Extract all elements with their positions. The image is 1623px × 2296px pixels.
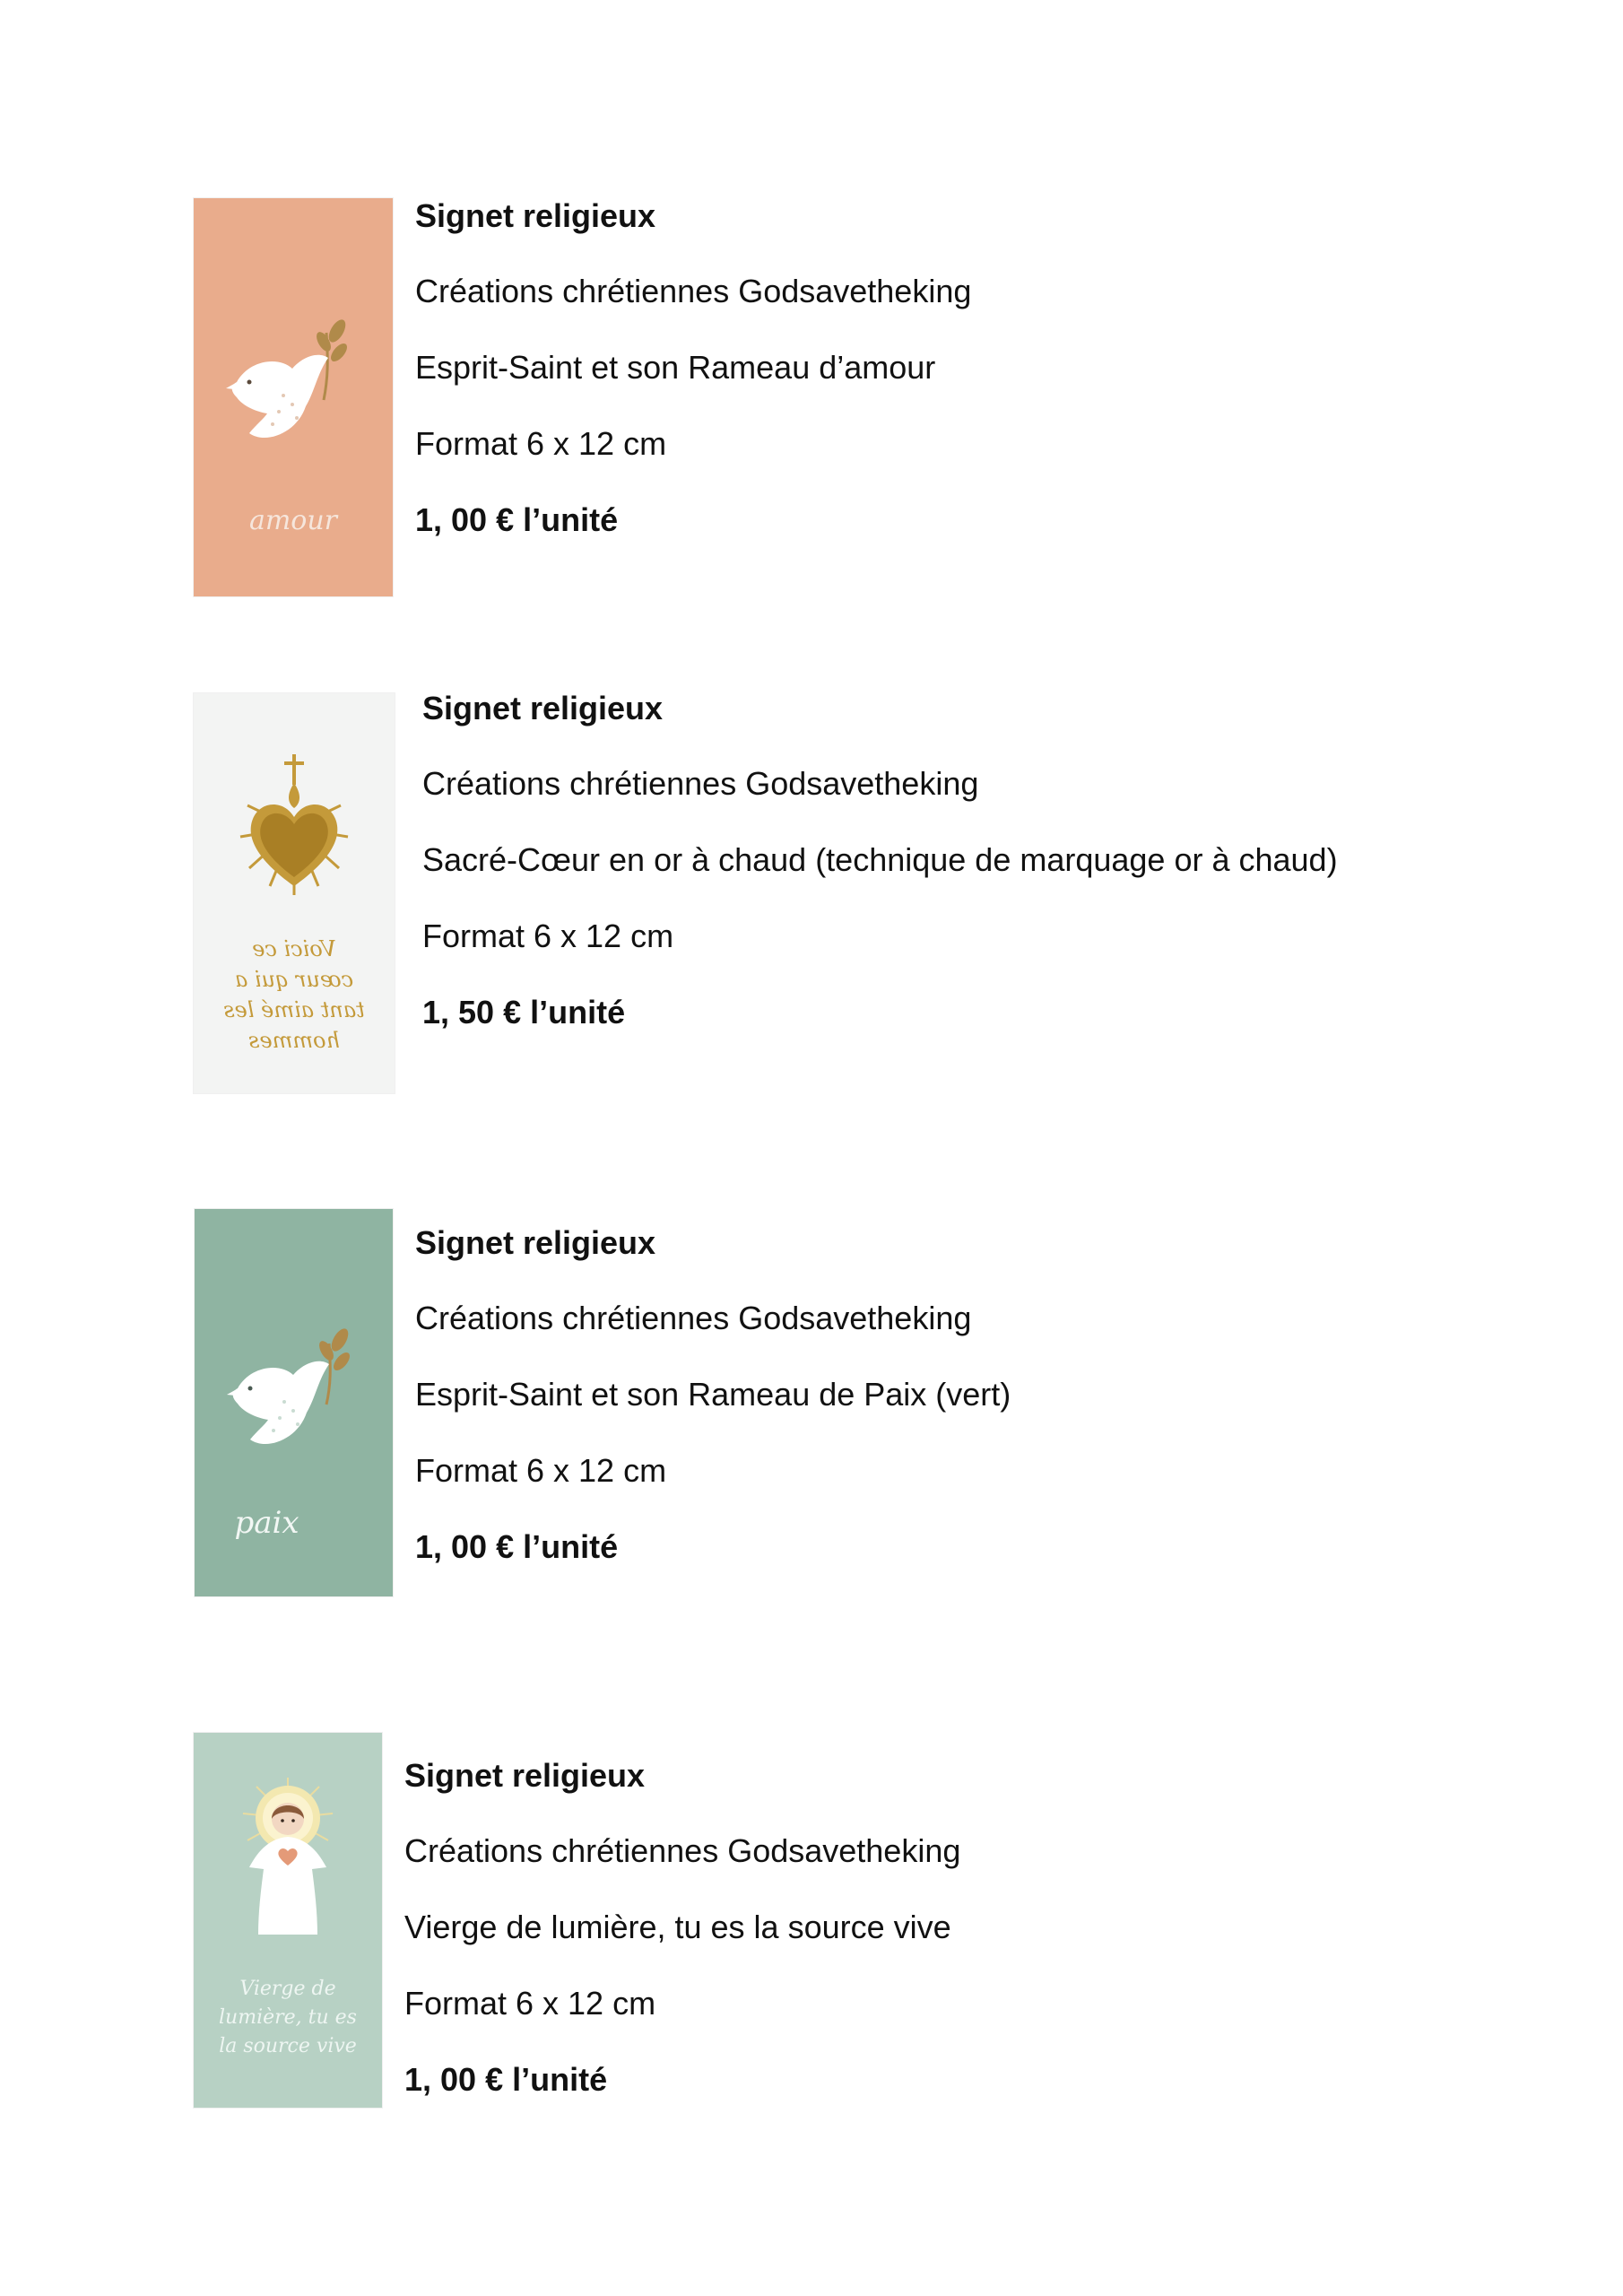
product-title: Signet religieux: [415, 1224, 656, 1261]
product-title: Signet religieux: [415, 197, 656, 234]
product-price: 1, 00 € l’unité: [415, 501, 619, 538]
bookmark-card-vierge: [194, 1733, 382, 2108]
product-description: Sacré-Cœur en or à chaud (technique de marquage or à chaud): [422, 841, 1338, 878]
product-brand: Créations chrétiennes Godsavetheking: [415, 273, 972, 309]
product-format: Format 6 x 12 cm: [404, 1985, 656, 2022]
product-description: Esprit-Saint et son Rameau d’amour: [415, 349, 936, 386]
product-brand: Créations chrétiennes Godsavetheking: [415, 1300, 972, 1336]
product-format: Format 6 x 12 cm: [422, 918, 674, 954]
card-caption: Vierge de lumière, tu es la source vive: [219, 1978, 357, 2057]
product-title: Signet religieux: [404, 1757, 646, 1794]
product-price: 1, 50 € l’unité: [422, 994, 626, 1031]
dove-icon: [194, 198, 393, 596]
bookmark-card-paix: [195, 1209, 393, 1596]
product-description: Vierge de lumière, tu es la source vive: [404, 1909, 951, 1945]
product-format: Format 6 x 12 cm: [415, 1452, 667, 1489]
product-price: 1, 00 € l’unité: [404, 2061, 608, 2098]
product-brand: Créations chrétiennes Godsavetheking: [422, 765, 979, 802]
bookmark-card-sacre-coeur: [194, 693, 395, 1093]
product-brand: Créations chrétiennes Godsavetheking: [404, 1832, 961, 1869]
card-caption: Voici ce cœur qui a tant aimé les hommes: [223, 936, 365, 1053]
card-caption: amour: [248, 505, 338, 536]
product-title: Signet religieux: [422, 690, 664, 726]
product-description: Esprit-Saint et son Rameau de Paix (vert): [415, 1376, 1011, 1413]
product-format: Format 6 x 12 cm: [415, 425, 667, 462]
card-caption: paix: [234, 1505, 299, 1541]
bookmark-card-amour: [194, 198, 393, 596]
product-price: 1, 00 € l’unité: [415, 1528, 619, 1565]
